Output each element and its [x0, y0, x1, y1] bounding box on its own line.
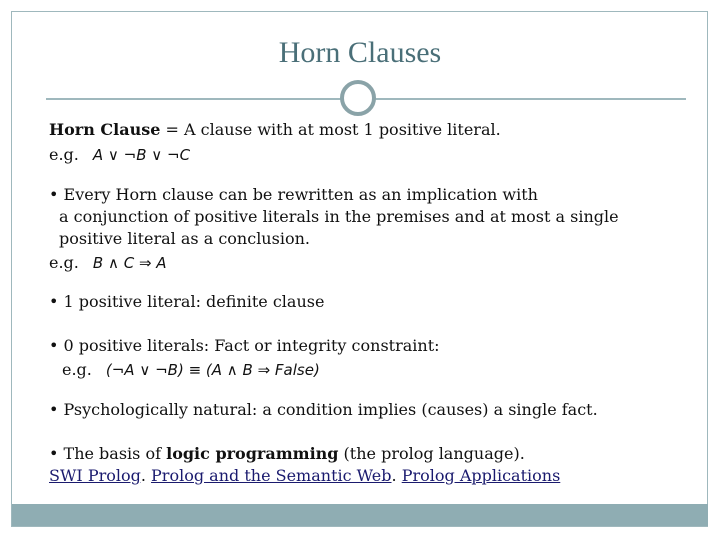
definition-term: Horn Clause — [49, 120, 161, 139]
example-1-label: e.g. — [49, 145, 79, 164]
example-2 — [49, 253, 167, 272]
bullet-2: • 1 positive literal: definite clause — [49, 292, 325, 311]
definition-text: = A clause with at most 1 positive literal. — [160, 120, 501, 139]
example-1-formula: A ∨ ¬B ∨ ¬C — [92, 146, 191, 164]
bullet-3: • 0 positive literals: Fact or integrity constraint: — [49, 336, 440, 355]
example-1 — [49, 145, 190, 164]
example-2-label: e.g. — [49, 253, 79, 272]
link-swi-prolog[interactable]: SWI Prolog — [49, 466, 141, 485]
bullet-1-line-3: positive literal as a conclusion. — [59, 229, 310, 248]
links-separator-1: . — [140, 466, 152, 485]
link-prolog-applications[interactable]: Prolog Applications — [401, 466, 561, 485]
bullet-5-suffix: (the prolog language). — [338, 444, 525, 463]
example-2-formula: B ∧ C ⇒ A — [92, 254, 167, 272]
links-separator-2: . — [391, 466, 402, 485]
bullet-5 — [49, 444, 525, 463]
slide-title: Horn Clauses — [278, 36, 442, 69]
example-3-label: e.g. — [62, 360, 92, 379]
bullet-1-line-1: • Every Horn clause can be rewritten as an implication with — [49, 185, 538, 204]
bullet-5-bold: logic programming — [166, 444, 339, 463]
footer-bar — [12, 504, 708, 526]
definition-line — [49, 120, 501, 139]
bullet-4: • Psychologically natural: a condition implies (causes) a single fact. — [49, 400, 598, 419]
circle-ornament-icon — [340, 80, 376, 116]
example-3-formula: (¬A ∨ ¬B) ≡ (A ∧ B ⇒ False) — [105, 361, 320, 379]
bullet-1-line-2: a conjunction of positive literals in the premises and at most a single — [59, 207, 619, 226]
example-3 — [62, 360, 320, 379]
bullet-5-prefix: • The basis of — [49, 444, 167, 463]
link-prolog-semantic-web[interactable]: Prolog and the Semantic Web — [151, 466, 392, 485]
links-line — [49, 466, 560, 485]
